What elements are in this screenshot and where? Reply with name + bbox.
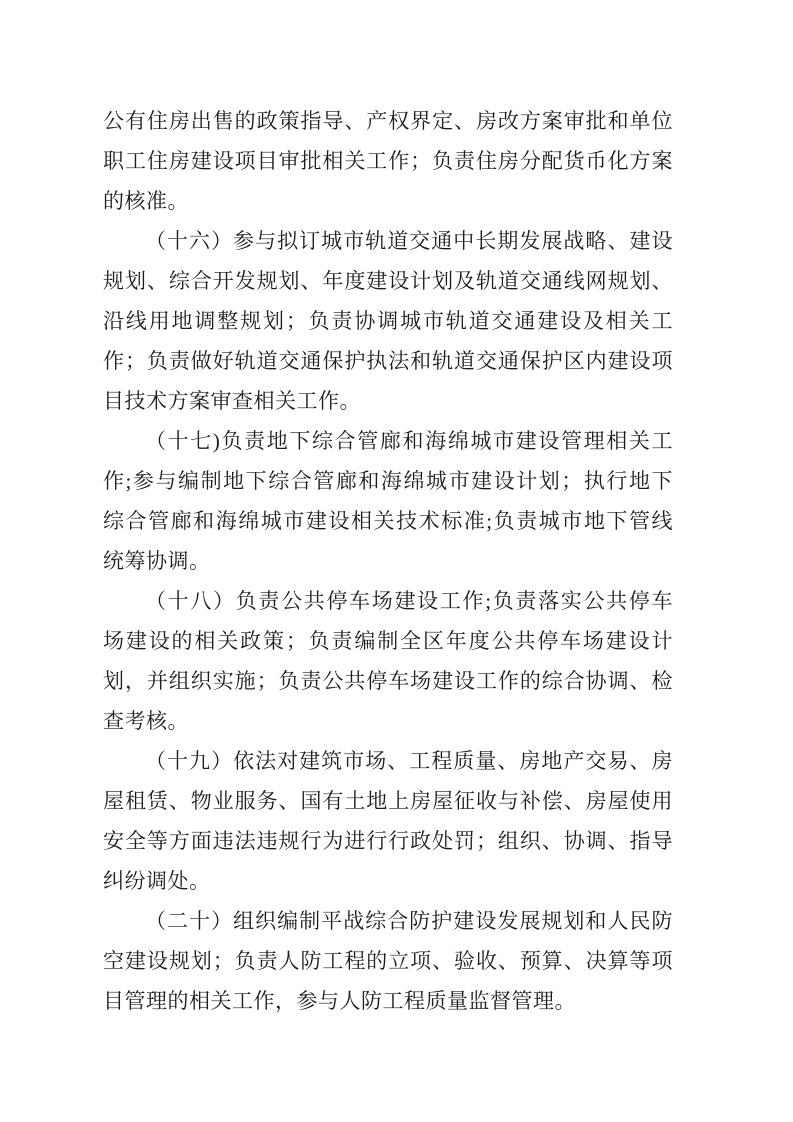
paragraph-item-15-continuation bbox=[103, 101, 673, 221]
text-line: （十八）负责公共停车场建设工作;负责落实公共停车 bbox=[145, 589, 673, 613]
paragraph-item-18 bbox=[103, 581, 673, 741]
paragraph-item-19 bbox=[103, 741, 673, 901]
text-line: 查考核。 bbox=[103, 709, 189, 733]
text-line: 安全等方面违法违规行为进行行政处罚；组织、协调、指导 bbox=[103, 829, 673, 853]
text-line: 纠纷调处。 bbox=[103, 869, 211, 893]
text-line: 目管理的相关工作，参与人防工程质量监督管理。 bbox=[103, 989, 576, 1013]
text-line: 划，并组织实施；负责公共停车场建设工作的综合协调、检 bbox=[103, 669, 673, 693]
text-line: 规划、综合开发规划、年度建设计划及轨道交通线网规划、 bbox=[103, 269, 673, 293]
paragraph-item-17 bbox=[103, 421, 673, 581]
text-line: 作;参与编制地下综合管廊和海绵城市建设计划；执行地下 bbox=[103, 469, 673, 493]
text-line: （十七)负责地下综合管廊和海绵城市建设管理相关工 bbox=[145, 429, 673, 453]
text-line: 空建设规划；负责人防工程的立项、验收、预算、决算等项 bbox=[103, 949, 673, 973]
paragraph-item-16 bbox=[103, 221, 673, 421]
text-line: 屋租赁、物业服务、国有土地上房屋征收与补偿、房屋使用 bbox=[103, 789, 673, 813]
text-line: 综合管廊和海绵城市建设相关技术标准;负责城市地下管线 bbox=[103, 509, 673, 533]
text-line: 职工住房建设项目审批相关工作；负责住房分配货币化方案 bbox=[103, 149, 673, 173]
text-line: 公有住房出售的政策指导、产权界定、房改方案审批和单位 bbox=[103, 109, 673, 133]
text-line: （十六）参与拟订城市轨道交通中长期发展战略、建设 bbox=[145, 229, 673, 253]
text-line: 作；负责做好轨道交通保护执法和轨道交通保护区内建设项 bbox=[103, 349, 673, 373]
text-line: 目技术方案审查相关工作。 bbox=[103, 389, 361, 413]
text-line: 的核准。 bbox=[103, 189, 189, 213]
text-line: 统筹协调。 bbox=[103, 549, 211, 573]
text-line: 沿线用地调整规划；负责协调城市轨道交通建设及相关工 bbox=[103, 309, 673, 333]
paragraph-item-20 bbox=[103, 901, 673, 1021]
text-line: 场建设的相关政策；负责编制全区年度公共停车场建设计 bbox=[103, 629, 673, 653]
text-line: （十九）依法对建筑市场、工程质量、房地产交易、房 bbox=[145, 749, 673, 773]
document-body bbox=[103, 101, 673, 1021]
text-line: （二十）组织编制平战综合防护建设发展规划和人民防 bbox=[145, 909, 673, 933]
